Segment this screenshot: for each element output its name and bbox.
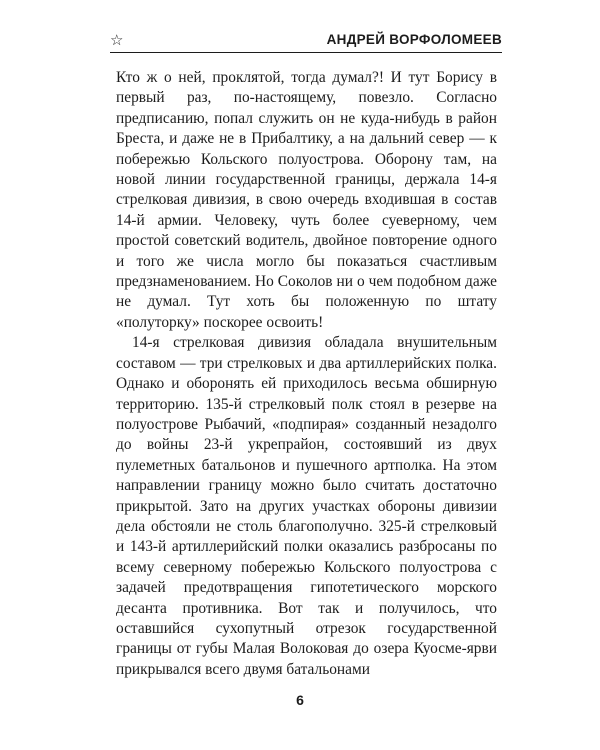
- paragraph-2: 14-я стрелковая дивизия обладала внушительным составом — три стрелковых и два артиллерийских полка. Однако и оборонять ей приходилось весьма обширную территорию. 135-й стрелковый полк стоял в резерве на полуострове Рыбачий, «подпирая» созданный незадолго до войны 23-й укрепрайон, состоявший из двух пулеметных батальонов и пушечного артполка. На этом направлении границу можно было считать достаточно прикрытой. Зато на других участках обороны дивизии дела обстояли не столь благополучно. 325-й стрелковый и 143-й артиллерийский полки оказались разбросаны по всему северному побережью Кольского полуострова с задачей предотвращения гипотетического морского десанта противника. Вот так и получилось, что оставшийся сухопутный отрезок государственной границы от губы Малая Волоковая до озера Куосме-ярви прикрывался всего двумя батальонами: [116, 334, 497, 678]
- body-text: [116, 68, 497, 680]
- running-header: [110, 30, 502, 54]
- page-number: 6: [296, 692, 304, 708]
- star-icon: ☆: [110, 31, 124, 49]
- header-rule: [110, 52, 502, 53]
- paragraph-1: Кто ж о ней, проклятой, тогда думал?! И тут Борису в первый раз, по-настоящему, повезло. Согласно предписанию, попал служить он не куда-нибудь в район Бреста, и даже не в Прибалтику, а на дальний север — к побережью Кольского полуострова. Оборону там, на новой линии государственной границы, держала 14-я стрелковая дивизия, в свою очередь входившая в состав 14-й армии. Человеку, чуть более суеверному, чем простой советский водитель, двойное повторение одного и того же числа могло бы показаться счастливым предзнаменованием. Но Соколов ни о чем подобном даже не думал. Тут хоть бы положенную по штату «полуторку» поскорее освоить!: [116, 69, 497, 331]
- author-name: АНДРЕЙ ВОРФОЛОМЕЕВ: [326, 32, 502, 47]
